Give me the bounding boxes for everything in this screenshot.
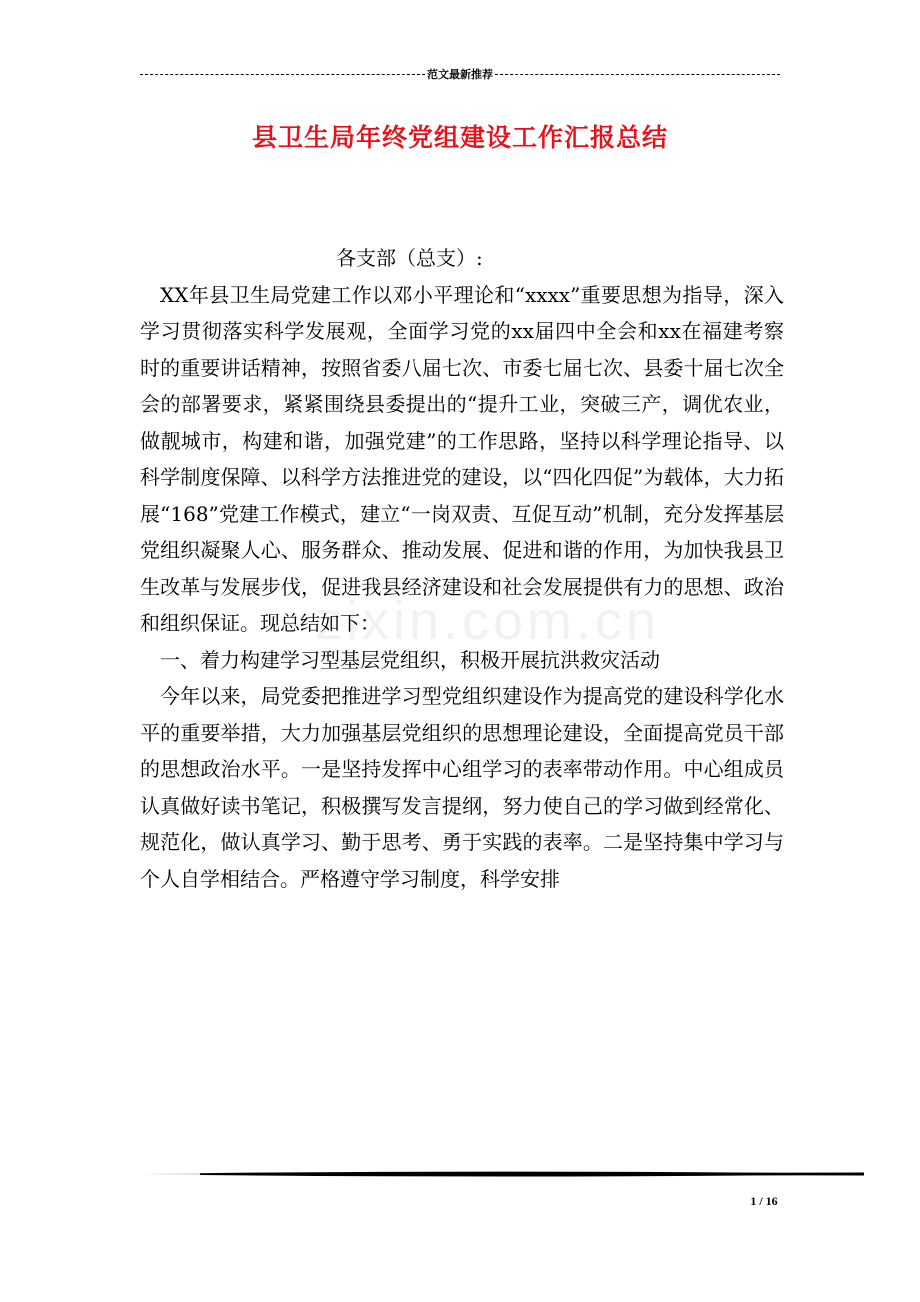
page-header — [140, 66, 780, 82]
page-number: 1 / 16 — [750, 1194, 778, 1208]
paragraph-intro: XX年县卫生局党建工作以邓小平理论和“xxxx”重要思想为指导，深入学习贯彻落实科学发展观，全面学习党的xx届四中全会和xx在福建考察时的重要讲话精神，按照省委八届七次、市委七届七次、县委十届七次全会的部署要求，紧紧围绕县委提出的“提升工业，突破三产，调优农业，做靓城市，构建和谐，加强党建”的工作思路，坚持以科学理论指导、以科学制度保障、以科学方法推进党的建设，以“四化四促”为载体，大力拓展“168”党建工作模式，建立“一岗双责、互促互动”机制，充分发挥基层党组织凝聚人心、服务群众、推动发展、促进和谐的作用，为加快我县卫生改革与发展步伐，促进我县经济建设和社会发展提供有力的思想、政治和组织保证。现总结如下： — [140, 282, 784, 635]
header-dash-right — [495, 74, 780, 75]
header-label: 范文最新推荐 — [427, 69, 493, 81]
document-title: 县卫生局年终党组建设工作汇报总结 — [251, 123, 668, 152]
document-body — [140, 240, 784, 897]
section-heading-1: 一、着力构建学习型基层党组织，积极开展抗洪救灾活动 — [160, 647, 660, 672]
footer-divider — [140, 1170, 864, 1178]
salutation: 各支部（总支）: — [336, 246, 483, 270]
header-dash-left — [140, 74, 425, 75]
paragraph-section-1: 今年以来，局党委把推进学习型党组织建设作为提高党的建设科学化水平的重要举措，大力加强基层党组织的思想理论建设，全面提高党员干部的思想政治水平。一是坚持发挥中心组学习的表率带动作用。中心组成员认真做好读书笔记，积极撰写发言提纲，努力使自己的学习做到经常化、规范化，做认真学习、勤于思考、勇于实践的表率。二是坚持集中学习与个人自学相结合。严格遵守学习制度，科学安排 — [140, 684, 784, 891]
watermark: zixin.com.cn — [315, 591, 661, 651]
